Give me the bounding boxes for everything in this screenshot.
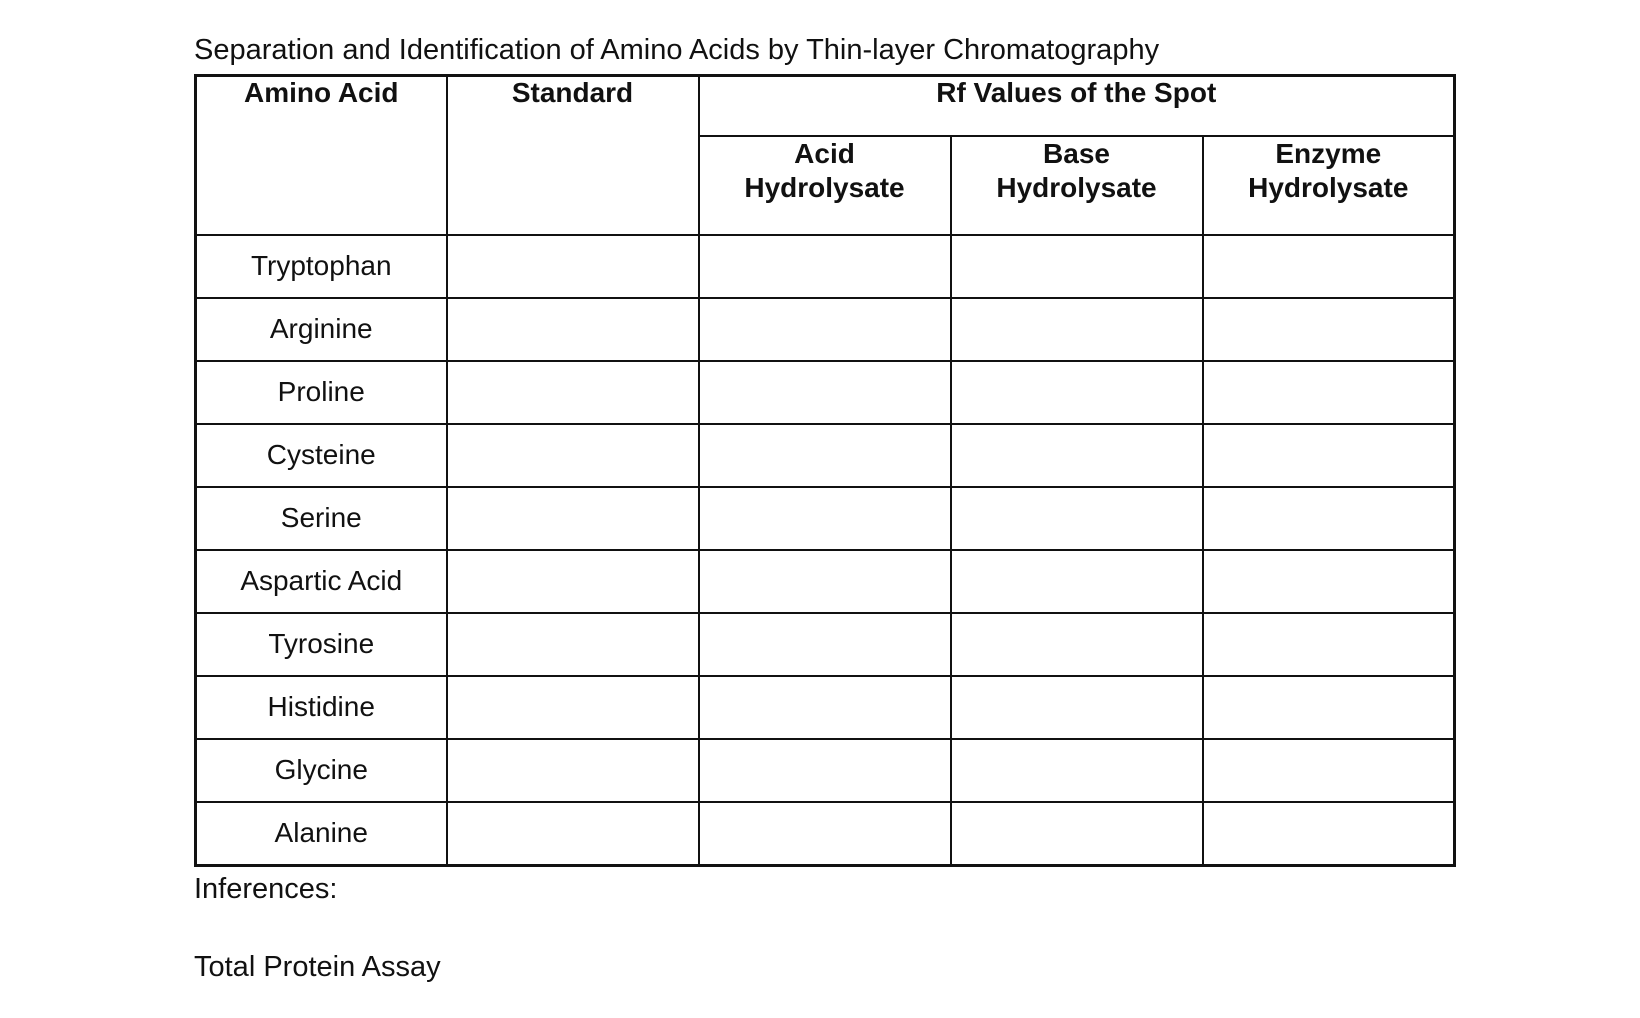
acid-hydrolysate-cell <box>699 613 951 676</box>
header-rf-values-group: Rf Values of the Spot <box>699 76 1455 136</box>
amino-acid-cell: Tyrosine <box>196 613 447 676</box>
inferences-label: Inferences: <box>194 873 338 905</box>
acid-hydrolysate-cell <box>699 802 951 866</box>
amino-acid-cell: Alanine <box>196 802 447 866</box>
header-acid-hydrolysate <box>699 136 951 235</box>
enzyme-hydrolysate-cell <box>1203 487 1455 550</box>
acid-hydrolysate-cell <box>699 361 951 424</box>
standard-cell <box>447 613 699 676</box>
enzyme-hydrolysate-cell <box>1203 739 1455 802</box>
standard-cell <box>447 487 699 550</box>
header-base-line-1: Base <box>1043 137 1110 169</box>
acid-hydrolysate-cell <box>699 424 951 487</box>
amino-acid-cell: Arginine <box>196 298 447 361</box>
enzyme-hydrolysate-cell <box>1203 298 1455 361</box>
standard-cell <box>447 235 699 298</box>
base-hydrolysate-cell <box>951 487 1203 550</box>
header-acid-line-2: Hydrolysate <box>744 171 905 203</box>
acid-hydrolysate-cell <box>699 676 951 739</box>
base-hydrolysate-cell <box>951 298 1203 361</box>
header-base-hydrolysate <box>951 136 1203 235</box>
standard-cell <box>447 424 699 487</box>
enzyme-hydrolysate-cell <box>1203 424 1455 487</box>
header-enzyme-hydrolysate <box>1203 136 1455 235</box>
table-row <box>196 424 1455 487</box>
header-enzyme-line-1: Enzyme <box>1275 137 1382 169</box>
standard-cell <box>447 298 699 361</box>
rf-values-table <box>194 74 1456 867</box>
standard-cell <box>447 802 699 866</box>
header-base-line-2: Hydrolysate <box>996 171 1157 203</box>
base-hydrolysate-cell <box>951 424 1203 487</box>
base-hydrolysate-cell <box>951 235 1203 298</box>
enzyme-hydrolysate-cell <box>1203 550 1455 613</box>
header-enzyme-line-2: Hydrolysate <box>1248 171 1409 203</box>
base-hydrolysate-cell <box>951 676 1203 739</box>
acid-hydrolysate-cell <box>699 235 951 298</box>
header-amino-acid: Amino Acid <box>196 76 447 235</box>
standard-cell <box>447 361 699 424</box>
amino-acid-cell: Aspartic Acid <box>196 550 447 613</box>
standard-cell <box>447 739 699 802</box>
base-hydrolysate-cell <box>951 550 1203 613</box>
standard-cell <box>447 676 699 739</box>
enzyme-hydrolysate-cell <box>1203 613 1455 676</box>
amino-acid-cell: Proline <box>196 361 447 424</box>
document-title: Separation and Identification of Amino Acids by Thin-layer Chromatography <box>194 34 1160 66</box>
base-hydrolysate-cell <box>951 802 1203 866</box>
table-row <box>196 298 1455 361</box>
table-row <box>196 550 1455 613</box>
header-standard: Standard <box>447 76 699 235</box>
amino-acid-cell: Histidine <box>196 676 447 739</box>
amino-acid-cell: Tryptophan <box>196 235 447 298</box>
section-heading-total-protein-assay: Total Protein Assay <box>194 951 441 983</box>
table-row <box>196 739 1455 802</box>
header-acid-line-1: Acid <box>794 137 855 169</box>
acid-hydrolysate-cell <box>699 487 951 550</box>
table-row <box>196 235 1455 298</box>
amino-acid-cell: Cysteine <box>196 424 447 487</box>
acid-hydrolysate-cell <box>699 550 951 613</box>
amino-acid-cell: Glycine <box>196 739 447 802</box>
acid-hydrolysate-cell <box>699 739 951 802</box>
table-row <box>196 613 1455 676</box>
enzyme-hydrolysate-cell <box>1203 802 1455 866</box>
table-row <box>196 802 1455 866</box>
base-hydrolysate-cell <box>951 613 1203 676</box>
table-row <box>196 487 1455 550</box>
table-row <box>196 676 1455 739</box>
enzyme-hydrolysate-cell <box>1203 676 1455 739</box>
table-row <box>196 361 1455 424</box>
enzyme-hydrolysate-cell <box>1203 361 1455 424</box>
acid-hydrolysate-cell <box>699 298 951 361</box>
amino-acid-cell: Serine <box>196 487 447 550</box>
base-hydrolysate-cell <box>951 739 1203 802</box>
standard-cell <box>447 550 699 613</box>
base-hydrolysate-cell <box>951 361 1203 424</box>
enzyme-hydrolysate-cell <box>1203 235 1455 298</box>
